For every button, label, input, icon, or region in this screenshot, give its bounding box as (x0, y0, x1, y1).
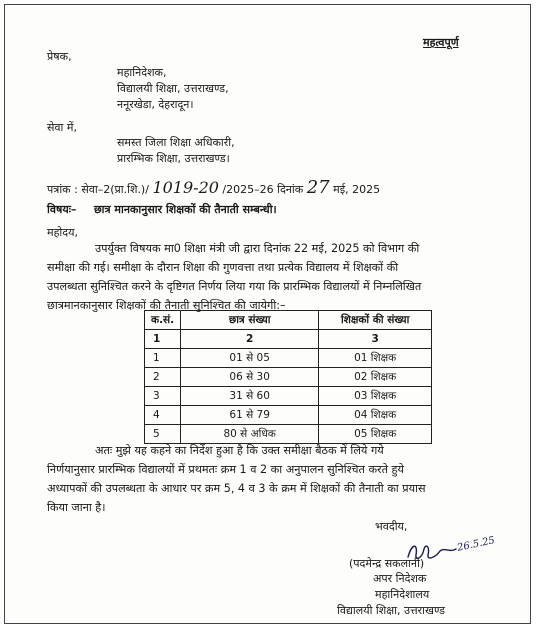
letter-ref (47, 177, 380, 198)
signature-date-scrawl: 26.5.25 (456, 535, 496, 554)
body-line: समीक्षा की गई। समीक्षा के दौरान शिक्षा की गुणवत्ता तथा प्रत्येक विद्यालय में शिक्षकों की (47, 261, 399, 274)
body-paragraph (47, 239, 509, 315)
designation-line: विद्यालयी शिक्षा, उत्तराखण्ड (337, 604, 446, 617)
table-header-row (145, 311, 432, 330)
table-cell: 80 से अधिक (181, 425, 319, 444)
regards: भवदीय, (375, 520, 408, 533)
table-cell: 61 से 79 (181, 406, 319, 425)
sender-line: महानिदेशक, (117, 66, 167, 79)
table-cell: 4 (145, 406, 181, 425)
table-cell: 02 शिक्षक (319, 368, 432, 387)
ref-middle: /2025–26 दिनांक (222, 183, 304, 196)
sender-label: प्रेषक, (47, 50, 72, 63)
closing-line: अतः मुझे यह कहने का निर्देश हुआ है कि उक्त समीक्षा बैठक में लिये गये (95, 444, 384, 457)
table-header: क.सं. (145, 311, 181, 330)
ref-prefix: पत्रांक : सेवा–2(प्रा.शि.)/ (47, 183, 149, 196)
subject-text: छात्र मानकानुसार शिक्षकों की तैनाती सम्बन्धी। (93, 203, 277, 216)
designation-line: महानिदेशालय (375, 588, 430, 601)
ref-suffix: मई, 2025 (333, 183, 381, 196)
table-cell: 04 शिक्षक (319, 406, 432, 425)
table-cell: 1 (145, 349, 181, 368)
table-cell: 3 (145, 387, 181, 406)
table-cell: 05 शिक्षक (319, 425, 432, 444)
table-cell: 1 (145, 330, 181, 349)
table-row (145, 387, 432, 406)
closing-line: किया जाना है। (47, 501, 106, 514)
signatory-name: (पदमेन्द्र सकलानी) (349, 557, 425, 570)
table-index-row (145, 330, 432, 349)
table-row (145, 406, 432, 425)
table-row (145, 349, 432, 368)
closing-line: निर्णयानुसार प्रारम्भिक विद्यालयों में प्रथमतः क्रम 1 व 2 का अनुपालन सुनिश्चित करते हुये (47, 463, 404, 476)
teacher-distribution-table (144, 310, 432, 444)
letter-page (4, 4, 531, 624)
recipient-label: सेवा में, (47, 121, 77, 134)
body-line: छात्रमानकानुसार शिक्षकों की तैनाती सुनिश्चित की जायेगी:– (47, 299, 286, 312)
table-row (145, 368, 432, 387)
table-cell: 2 (145, 368, 181, 387)
table-header: छात्र संख्या (181, 311, 319, 330)
recipient-line: प्रारम्भिक शिक्षा, उत्तराखण्ड। (117, 152, 230, 165)
sender-line: विद्यालयी शिक्षा, उत्तराखण्ड, (117, 82, 229, 95)
body-line: उपलब्धता सुनिश्चित करने के दृष्टिगत निर्णय लिया गया कि प्रारम्भिक विद्यालयों में निम्नलिखित (47, 280, 422, 293)
sender-line: ननूरखेडा, देहरादून। (117, 98, 194, 111)
closing-line: अध्यापकों की उपलब्धता के आधार पर क्रम 5, 4 व 3 के क्रम में शिक्षकों की तैनाती का प्रयास (47, 482, 426, 495)
body-line: उपर्युक्त विषयक मा0 शिक्षा मंत्री जी द्वारा दिनांक 22 मई, 2025 को विभाग की (95, 242, 420, 255)
salutation: महोदय, (47, 226, 78, 239)
ref-day-handwritten: 27 (306, 177, 330, 198)
table-cell: 01 से 05 (181, 349, 319, 368)
table-cell: 3 (319, 330, 432, 349)
ref-number-handwritten: 1019-20 (152, 178, 219, 197)
table-header: शिक्षकों की संख्या (319, 311, 432, 330)
table-cell: 06 से 30 (181, 368, 319, 387)
subject-label: विषयः– (47, 203, 77, 216)
table-cell: 2 (181, 330, 319, 349)
important-label: महत्वपूर्ण (423, 36, 459, 49)
table-cell: 01 शिक्षक (319, 349, 432, 368)
recipient-line: समस्त जिला शिक्षा अधिकारी, (117, 136, 235, 149)
table-cell: 31 से 60 (181, 387, 319, 406)
closing-paragraph (47, 441, 509, 517)
designation-line: अपर निदेशक (373, 572, 427, 585)
subject-line (47, 202, 277, 217)
table-cell: 03 शिक्षक (319, 387, 432, 406)
table-cell: 5 (145, 425, 181, 444)
